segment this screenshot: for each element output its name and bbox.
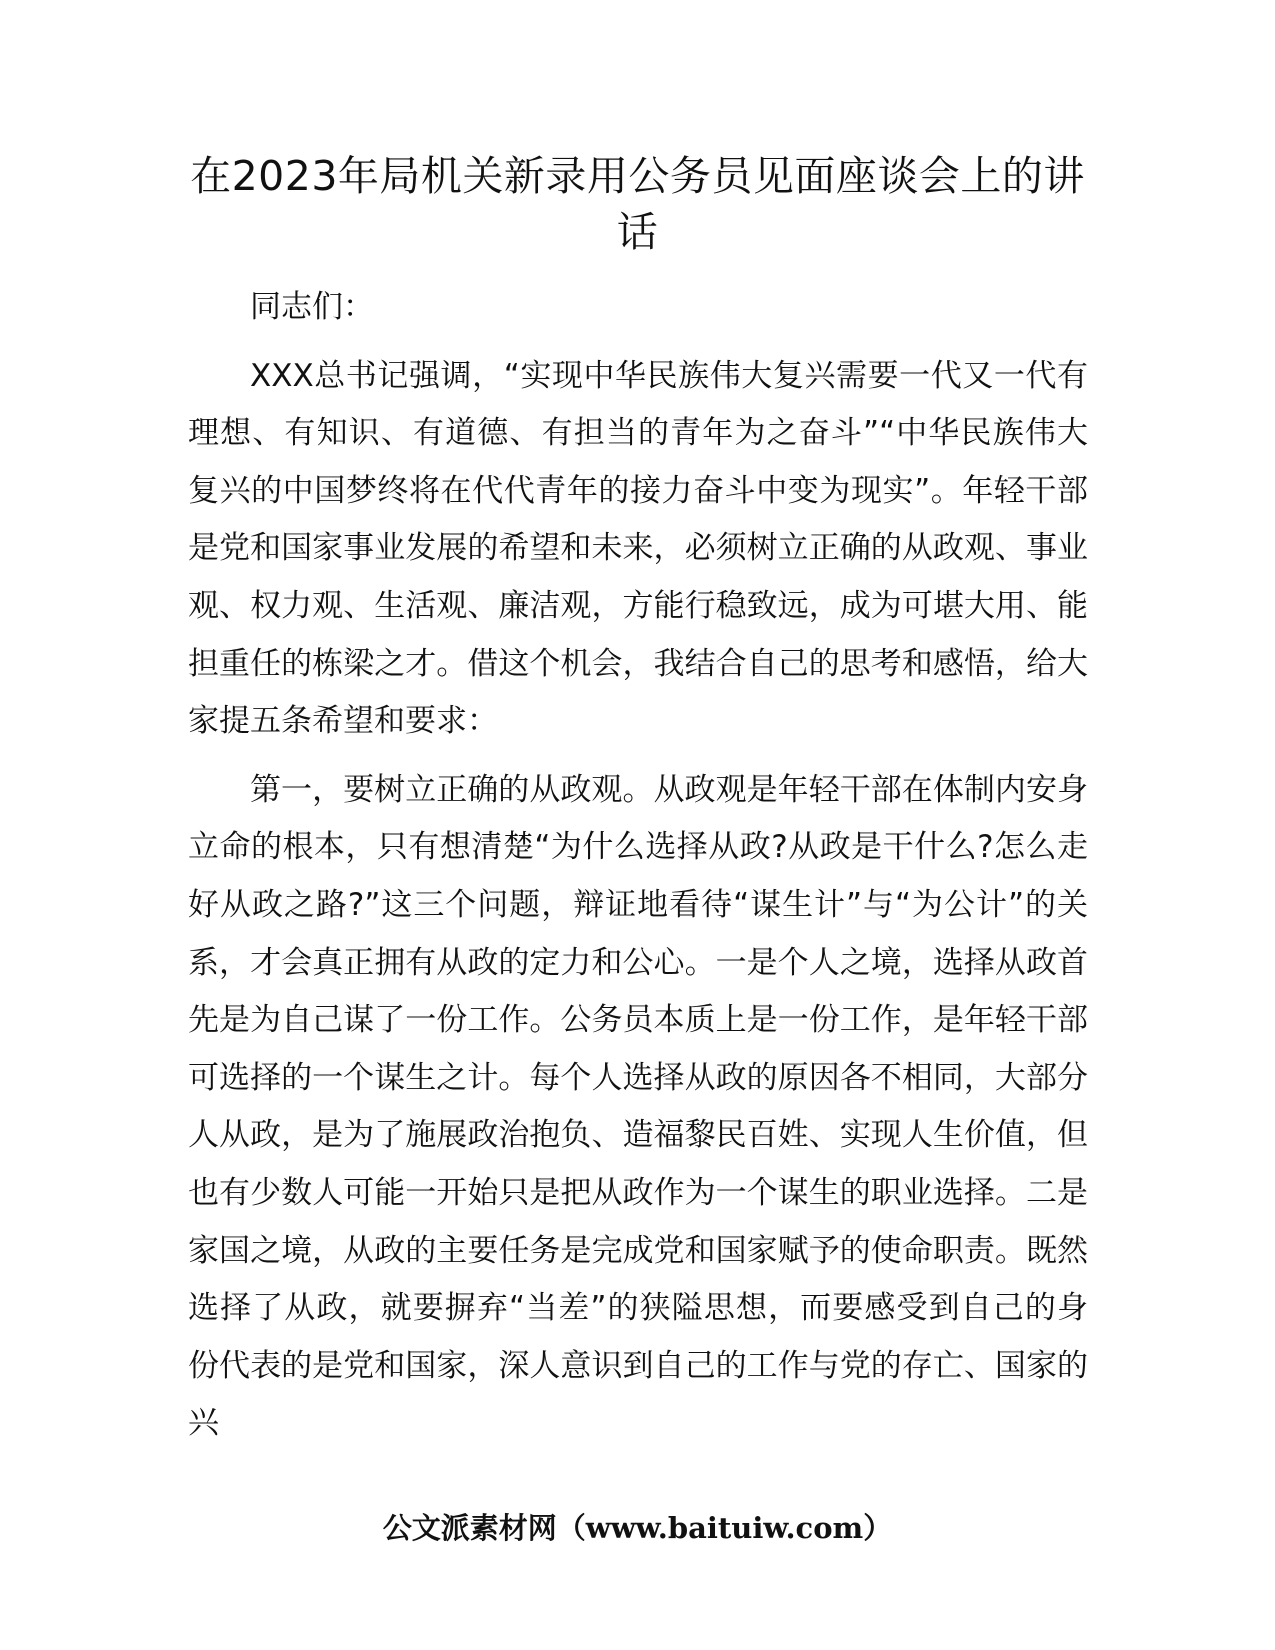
footer-watermark: 公文派素材网（www.baituiw.com） <box>382 1511 893 1545</box>
document-title: 在2023年局机关新录用公务员见面座谈会上的讲话 <box>190 152 1085 256</box>
paragraph-first-point: 第一，要树立正确的从政观。从政观是年轻干部在体制内安身立命的根本，只有想清楚“为什么选择从政?从政是干什么?怎么走好从政之路?”这三个问题，辩证地看待“谋生计”与“为公计”的关系，才会真正拥有从政的定力和公心。一是个人之境，选择从政首先是为自己谋了一份工作。公务员本质上是一份工作，是年轻干部可选择的一个谋生之计。每个人选择从政的原因各不相同，大部分人从政，是为了施展政治抱负、造福黎民百姓、实现人生价值，但也有少数人可能一开始只是把从政作为一个谋生的职业选择。二是家国之境，从政的主要任务是完成党和国家赋予的使命职责。既然选择了从政，就要摒弃“当差”的狭隘思想，而要感受到自己的身份代表的是党和国家，深人意识到自己的工作与党的存亡、国家的兴 <box>188 771 1088 1442</box>
document-body <box>188 279 1088 1464</box>
salutation: 同志们： <box>250 289 374 325</box>
paragraph-intro: XXX总书记强调，“实现中华民族伟大复兴需要一代又一代有理想、有知识、有道德、有担当的青年为之奋斗”“中华民族伟大复兴的中国梦终将在代代青年的接力奋斗中变为现实”。年轻干部是党和国家事业发展的希望和未来，必须树立正确的从政观、事业观、权力观、生活观、廉洁观，方能行稳致远，成为可堪大用、能担重任的栋梁之才。借这个机会，我结合自己的思考和感悟，给大家提五条希望和要求： <box>188 357 1088 740</box>
